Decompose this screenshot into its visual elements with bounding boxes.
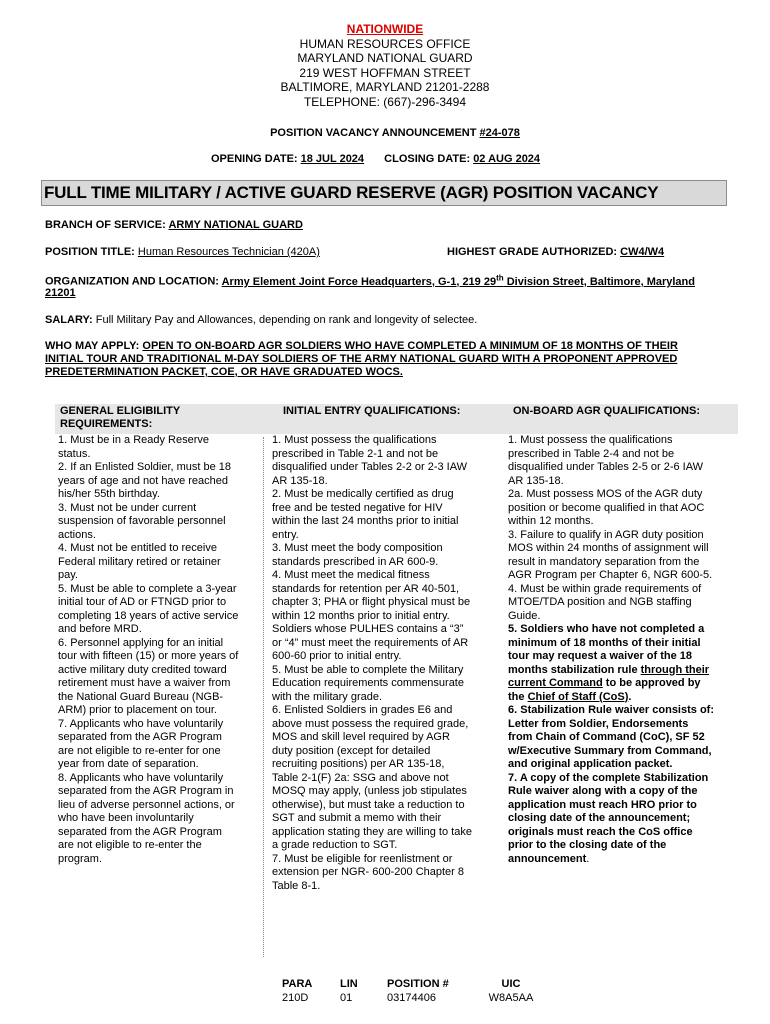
branch-value: ARMY NATIONAL GUARD — [168, 219, 303, 231]
announcement-label: POSITION VACANCY ANNOUNCEMENT — [270, 127, 480, 139]
onboard-item-5-text: 5. Soldiers who have not completed a minimum of 18 months of their initial tour may request a waiver of the 18 months stabilization rule — [508, 623, 705, 676]
city-address: BALTIMORE, MARYLAND 21201-2288 — [280, 80, 490, 95]
who-text-1: OPEN TO ON-BOARD AGR SOLDIERS WHO HAVE COMPLETED A MINIMUM OF 18 MONTHS OF THEIR — [142, 340, 678, 352]
org-value — [221, 273, 695, 288]
general-item-3: 3. Must not be under current suspension of favorable personnel actions. — [58, 501, 226, 541]
org-label: ORGANIZATION AND LOCATION: — [45, 275, 222, 288]
grade-line — [447, 246, 664, 258]
footer-position — [387, 977, 449, 1005]
onboard-item-7-text: 7. A copy of the complete Stabilization Rule waiver along with a copy of the application must reach HRO prior to closing date of the announcement; originals must reach the CoS office prior to the closing date of the announcement — [508, 771, 709, 865]
nationwide-label: NATIONWIDE — [346, 22, 424, 36]
opening-label: OPENING DATE: — [211, 153, 301, 165]
org-value-part1: Army Element Joint Force Headquarters, G-1, 219 29 — [221, 275, 497, 288]
position-label: POSITION TITLE: — [45, 246, 138, 258]
who-line-3: PREDETERMINATION PACKET, COE, OR HAVE GRADUATED WOCS. — [45, 366, 403, 378]
footer-value-para: 210D — [282, 992, 309, 1004]
footer-value-position: 03174406 — [387, 992, 436, 1004]
footer-label-para: PARA — [282, 978, 313, 990]
salary-label: SALARY: — [45, 314, 96, 326]
onboard-item-5 — [508, 623, 715, 704]
initial-item-3: 3. Must meet the body composition standards prescribed in AR 600-9. — [272, 542, 443, 568]
initial-item-1: 1. Must possess the qualifications prescribed in Table 2-1 and not be disqualified under Tables 2-2 or 2-3 IAW AR 135-18. — [272, 434, 468, 487]
org-value-part2: Division Street, Baltimore, Maryland — [503, 275, 695, 288]
col-header-initial: INITIAL ENTRY QUALIFICATIONS: — [283, 405, 461, 417]
onboard-item-4: 4. Must be within grade requirements of MTOE/TDA position and NGB staffing Guide. — [508, 582, 702, 622]
onboard-item-5-text-2: to be approved by the — [508, 677, 701, 703]
general-item-7: 7. Applicants who have voluntarily separated from the AGR Program are not eligible to re-enter for one year from date of separation. — [58, 717, 224, 770]
col-header-general: GENERAL ELIGIBILITY REQUIREMENTS: — [60, 405, 180, 430]
closing-label: CLOSING DATE: — [384, 153, 474, 165]
position-line — [45, 246, 320, 258]
footer-lin — [340, 977, 358, 1005]
onboard-item-5-cos: Chief of Staff (CoS) — [527, 690, 629, 703]
org-sup: th — [496, 273, 504, 282]
onboard-item-1: 1. Must possess the qualifications prescribed in Table 2-4 and not be disqualified under Tables 2-5 or 2-6 IAW AR 135-18. — [508, 434, 704, 487]
grade-value: CW4/W4 — [620, 246, 665, 258]
general-requirements-column — [58, 434, 240, 866]
position-value: Human Resources Technician (420A) — [137, 246, 320, 258]
announcement-id: #24-078 — [479, 127, 520, 139]
onboard-item-7-end: . — [586, 852, 590, 865]
footer-label-position: POSITION # — [387, 978, 449, 990]
opening-date: 18 JUL 2024 — [300, 153, 365, 165]
grade-label: HIGHEST GRADE AUTHORIZED: — [447, 246, 621, 258]
title-banner — [41, 180, 727, 206]
org-line — [45, 273, 695, 288]
general-item-6: 6. Personnel applying for an initial tour with fifteen (15) or more years of active military duty credited toward retirement must have a waiver from the National Guard Bureau (NGB-ARM) prior to placement on tour. — [58, 636, 239, 716]
initial-item-2: 2. Must be medically certified as drug free and be tested negative for HIV within the last 24 months prior to initial entry. — [272, 488, 459, 541]
salary-line — [45, 314, 477, 326]
branch-label: BRANCH OF SERVICE: — [45, 219, 169, 231]
office-name: HUMAN RESOURCES OFFICE — [299, 36, 471, 51]
who-line-2: INITIAL TOUR AND TRADITIONAL M-DAY SOLDIERS OF THE ARMY NATIONAL GUARD WITH A PROPONENT APPROVED — [45, 353, 678, 365]
office-header — [200, 22, 570, 110]
initial-entry-column — [272, 434, 472, 893]
footer-uic — [487, 977, 535, 1005]
who-label: WHO MAY APPLY: — [45, 340, 143, 352]
col-header-onboard: ON-BOARD AGR QUALIFICATIONS: — [513, 405, 700, 417]
general-item-1: 1. Must be in a Ready Reserve status. — [58, 434, 210, 460]
general-item-5: 5. Must be able to complete a 3-year initial tour of AD or FTNGD prior to completing 18 years of active service and before MRD. — [58, 582, 239, 635]
column-divider — [263, 437, 264, 957]
general-item-2: 2. If an Enlisted Soldier, must be 18 years of age and not have reached his/her 55th birthday. — [58, 461, 232, 500]
page-title: FULL TIME MILITARY / ACTIVE GUARD RESERVE (AGR) POSITION VACANCY — [44, 183, 659, 202]
general-item-4: 4. Must not be entitled to receive Federal military retired or retainer pay. — [58, 542, 221, 581]
street-address: 219 WEST HOFFMAN STREET — [299, 65, 471, 80]
onboard-item-2: 2a. Must possess MOS of the AGR duty position or become qualified in that AOC within 12 months. — [508, 488, 705, 527]
org-zip: 21201 — [45, 287, 76, 299]
footer-label-uic: UIC — [501, 978, 521, 990]
footer-label-lin: LIN — [340, 978, 358, 990]
onboard-column — [508, 434, 715, 866]
announcement-number — [0, 127, 770, 139]
onboard-item-5-command: through their current Command — [508, 663, 710, 689]
onboard-item-6: 6. Stabilization Rule waiver consists of: Letter from Soldier, Endorsements from Chain of Command (CoC), SF 52 w/Executive Summary from Command, and original application packet. — [508, 704, 714, 770]
footer-para — [282, 977, 312, 1005]
general-item-8: 8. Applicants who have voluntarily separated from the AGR Program in lieu of adverse personnel actions, or who have been involuntarily separated from the AGR Program are not eligible to re-enter the program. — [58, 771, 235, 865]
salary-value: Full Military Pay and Allowances, depending on rank and longevity of selectee. — [95, 314, 478, 326]
initial-item-4: 4. Must meet the medical fitness standards for retention per AR 40-501, chapter 3; PHA or flight physical must be within 12 months prior to initial entry. Soldiers whose PULHES contains a “3” or “4” must meet the requirements of AR 600-60 prior to initial entry. — [272, 569, 471, 662]
closing-date: 02 AUG 2024 — [473, 153, 541, 165]
footer-value-lin: 01 — [340, 992, 353, 1004]
initial-item-5: 5. Must be able to complete the Military Education requirements commensurate with the military grade. — [272, 663, 464, 703]
onboard-item-7 — [508, 772, 715, 867]
onboard-item-3: 3. Failure to qualify in AGR duty position MOS within 24 months of assignment will result in mandatory separation from the AGR Program per Chapter 6, NGR 600-5. — [508, 528, 713, 581]
initial-item-7: 7. Must be eligible for reenlistment or extension per NGR- 600-200 Chapter 8 Table 8-1. — [272, 852, 464, 892]
telephone: TELEPHONE: (667)-296-3494 — [303, 94, 467, 109]
onboard-item-5-end: . — [628, 690, 632, 703]
guard-name: MARYLAND NATIONAL GUARD — [297, 51, 473, 66]
initial-item-6: 6. Enlisted Soldiers in grades E6 and above must possess the required grade, MOS and skill level required by AGR duty position (except for detailed recruiting positions) per AR 135-18, Table 2-1(F) 2a: SSG and above not MOSQ may apply, (unless job stipulates otherwise), but must take a reduction to SGT and submit a memo with their application stating they are willing to take a grade reduction to SGT. — [272, 704, 472, 851]
branch-line — [45, 219, 303, 231]
dates-line — [211, 153, 540, 165]
who-line-1 — [45, 340, 678, 352]
footer-value-uic: W8A5AA — [488, 992, 534, 1004]
